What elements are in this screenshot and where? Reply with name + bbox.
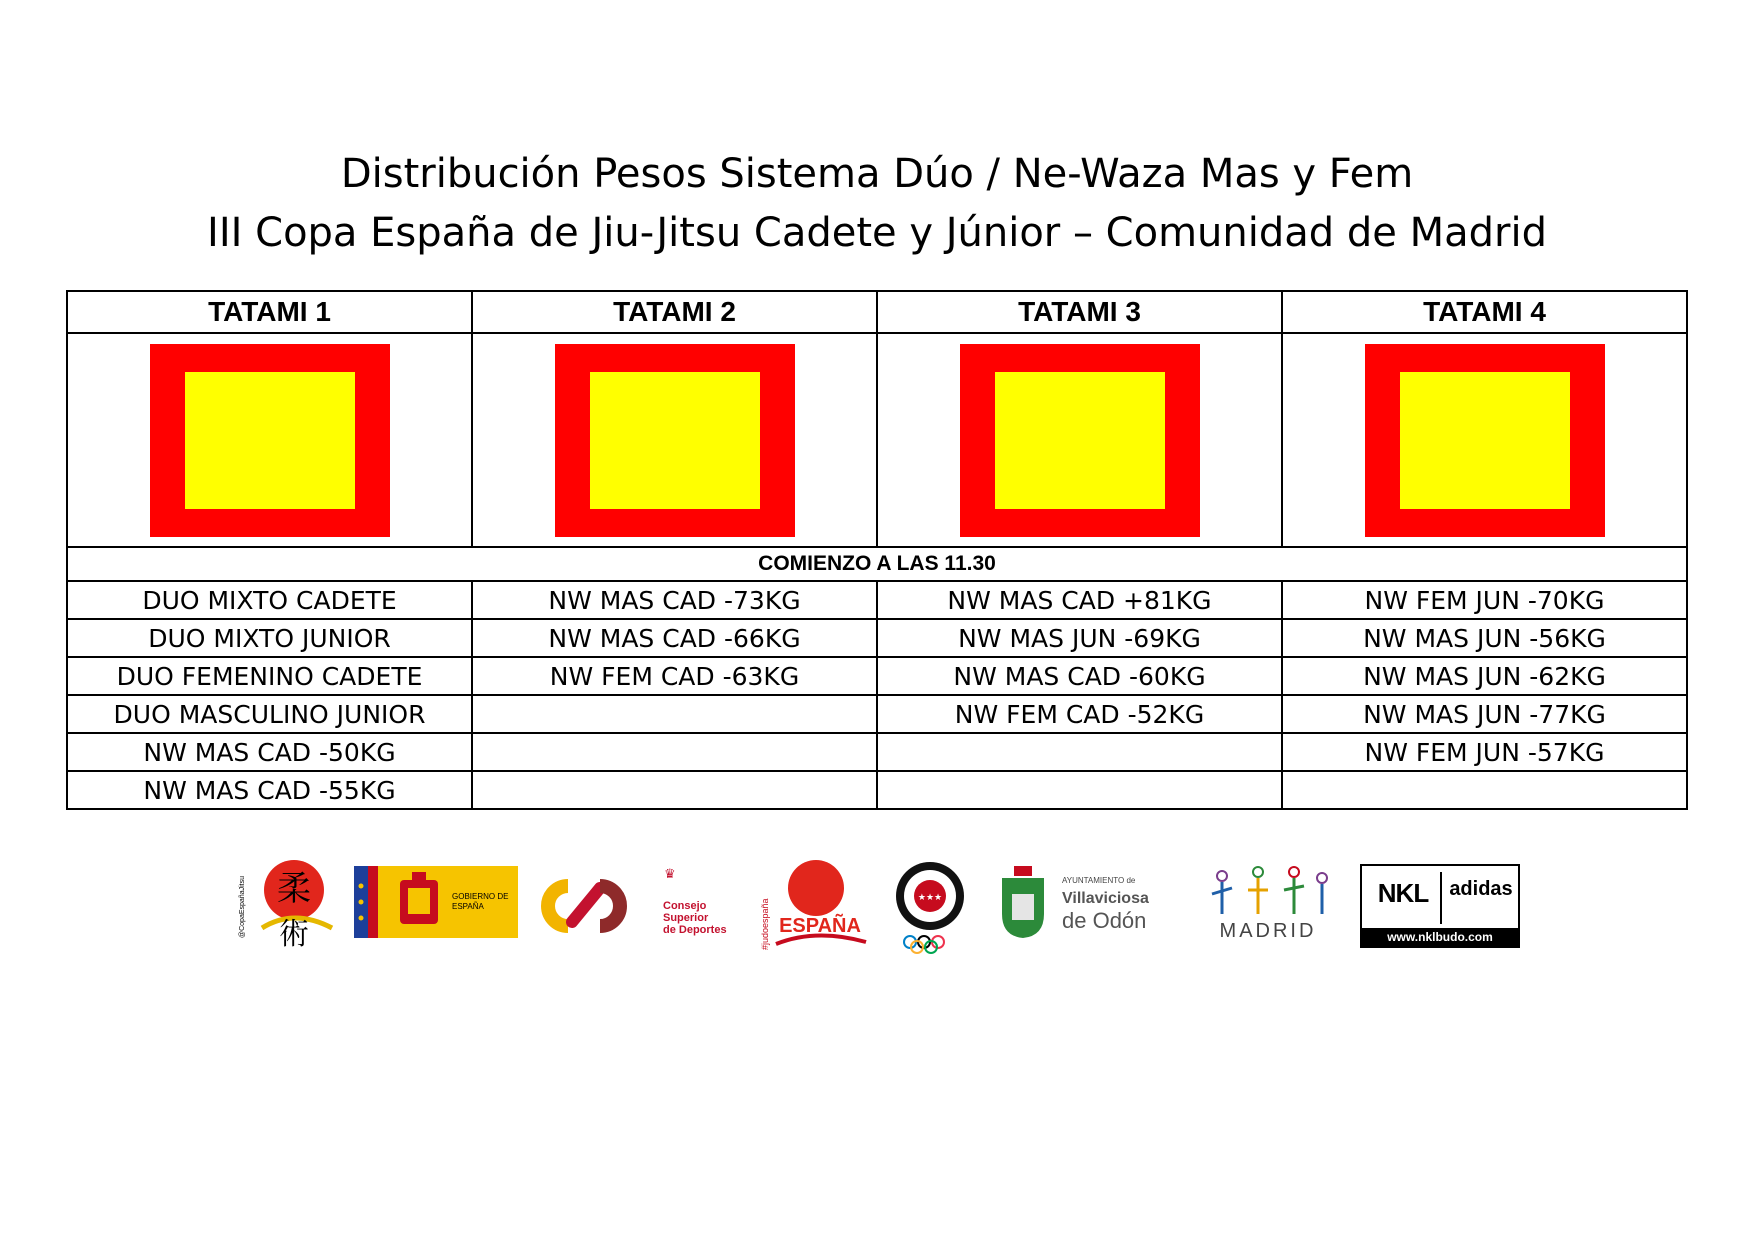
category-cell: NW MAS JUN -62KG bbox=[1282, 657, 1687, 695]
csd-logo: ♛ Consejo Superior de Deportes bbox=[526, 858, 732, 946]
svg-text:★★★: ★★★ bbox=[917, 893, 943, 903]
page-title-line-1: Distribución Pesos Sistema Dúo / Ne-Waza Mas y Fem bbox=[340, 151, 1414, 197]
tatami-3-diagram bbox=[960, 344, 1200, 537]
category-cell: NW MAS CAD +81KG bbox=[877, 581, 1282, 619]
tatami-4-center bbox=[1400, 372, 1570, 509]
copa-side-text: @CopaEspañaJitsu bbox=[239, 876, 246, 938]
table-row bbox=[67, 695, 1687, 733]
csd-text bbox=[663, 900, 727, 936]
tatami-2-cell bbox=[472, 333, 877, 547]
table-row bbox=[67, 771, 1687, 809]
judo-side-text: #judoespaña bbox=[760, 898, 770, 950]
jiu-jitsu-kanji-logo bbox=[239, 858, 340, 952]
nkl-brand: NKL bbox=[1377, 878, 1429, 908]
category-cell bbox=[1282, 771, 1687, 809]
tatami-2-center bbox=[590, 372, 760, 509]
tatami-3-cell bbox=[877, 333, 1282, 547]
svg-text:柔: 柔 bbox=[277, 869, 311, 909]
nkl-adidas-logo bbox=[1360, 864, 1520, 948]
category-cell: NW MAS CAD -50KG bbox=[67, 733, 472, 771]
gobierno-text: GOBIERNO DE ESPAÑA bbox=[452, 892, 509, 911]
category-cell: NW MAS CAD -66KG bbox=[472, 619, 877, 657]
category-cell: DUO FEMENINO CADETE bbox=[67, 657, 472, 695]
nkl-url: www.nklbudo.com bbox=[1362, 928, 1518, 946]
category-cell bbox=[472, 695, 877, 733]
ayuntamiento-line-2: Villaviciosa bbox=[1062, 890, 1149, 907]
tatami-4-header: TATAMI 4 bbox=[1282, 291, 1687, 333]
category-cell: NW MAS CAD -60KG bbox=[877, 657, 1282, 695]
svg-text:術: 術 bbox=[279, 917, 309, 952]
table-row bbox=[67, 733, 1687, 771]
tatami-1-diagram bbox=[150, 344, 390, 537]
tatami-diagram-row bbox=[67, 333, 1687, 547]
judo-espana-logo bbox=[758, 858, 876, 954]
category-cell: NW MAS CAD -73KG bbox=[472, 581, 877, 619]
adidas-brand: adidas bbox=[1449, 878, 1513, 900]
category-cell bbox=[472, 771, 877, 809]
tatami-3-header: TATAMI 3 bbox=[877, 291, 1282, 333]
tatami-3-center bbox=[995, 372, 1165, 509]
category-cell: NW MAS JUN -56KG bbox=[1282, 619, 1687, 657]
csd-text-line: Superior bbox=[663, 912, 709, 924]
judo-text: ESPAÑA bbox=[779, 915, 861, 937]
category-cell: DUO MIXTO CADETE bbox=[67, 581, 472, 619]
villaviciosa-shield-logo bbox=[998, 864, 1178, 944]
category-cell: NW MAS JUN -77KG bbox=[1282, 695, 1687, 733]
table-row bbox=[67, 619, 1687, 657]
tatami-4-diagram bbox=[1365, 344, 1605, 537]
category-cell: NW MAS JUN -69KG bbox=[877, 619, 1282, 657]
category-cell: DUO MIXTO JUNIOR bbox=[67, 619, 472, 657]
sponsor-logos-strip bbox=[0, 858, 1754, 958]
spain-coat-of-arms-logo bbox=[354, 866, 518, 938]
category-cell: DUO MASCULINO JUNIOR bbox=[67, 695, 472, 733]
tatami-2-header: TATAMI 2 bbox=[472, 291, 877, 333]
category-cell: NW FEM CAD -63KG bbox=[472, 657, 877, 695]
madrid-text: MADRID bbox=[1219, 920, 1317, 942]
start-time-label: COMIENZO A LAS 11.30 bbox=[67, 547, 1687, 581]
tatami-distribution-table bbox=[66, 290, 1688, 810]
category-cell bbox=[877, 771, 1282, 809]
page-title-line-2: III Copa España de Jiu-Jitsu Cadete y Júnior – Comunidad de Madrid bbox=[207, 210, 1547, 256]
category-cell: NW FEM JUN -70KG bbox=[1282, 581, 1687, 619]
tatami-2-diagram bbox=[555, 344, 795, 537]
csd-text-line: de Deportes bbox=[663, 924, 727, 936]
category-cell: NW MAS CAD -55KG bbox=[67, 771, 472, 809]
category-cell bbox=[877, 733, 1282, 771]
tatami-1-header: TATAMI 1 bbox=[67, 291, 472, 333]
ayuntamiento-line-3: de Odón bbox=[1062, 908, 1147, 933]
category-cell: NW FEM JUN -57KG bbox=[1282, 733, 1687, 771]
category-cell bbox=[472, 733, 877, 771]
tatami-1-center bbox=[185, 372, 355, 509]
tatami-4-cell bbox=[1282, 333, 1687, 547]
federation-madrid-seal-logo bbox=[890, 858, 970, 954]
category-cell: NW FEM CAD -52KG bbox=[877, 695, 1282, 733]
tatami-header-row bbox=[67, 291, 1687, 333]
tatami-1-cell bbox=[67, 333, 472, 547]
madrid-capital-deporte-logo bbox=[1200, 864, 1336, 950]
ayuntamiento-line-1: AYUNTAMIENTO de bbox=[1062, 876, 1136, 885]
table-row bbox=[67, 657, 1687, 695]
start-time-row bbox=[67, 547, 1687, 581]
csd-text-line: Consejo bbox=[663, 900, 707, 912]
table-row bbox=[67, 581, 1687, 619]
